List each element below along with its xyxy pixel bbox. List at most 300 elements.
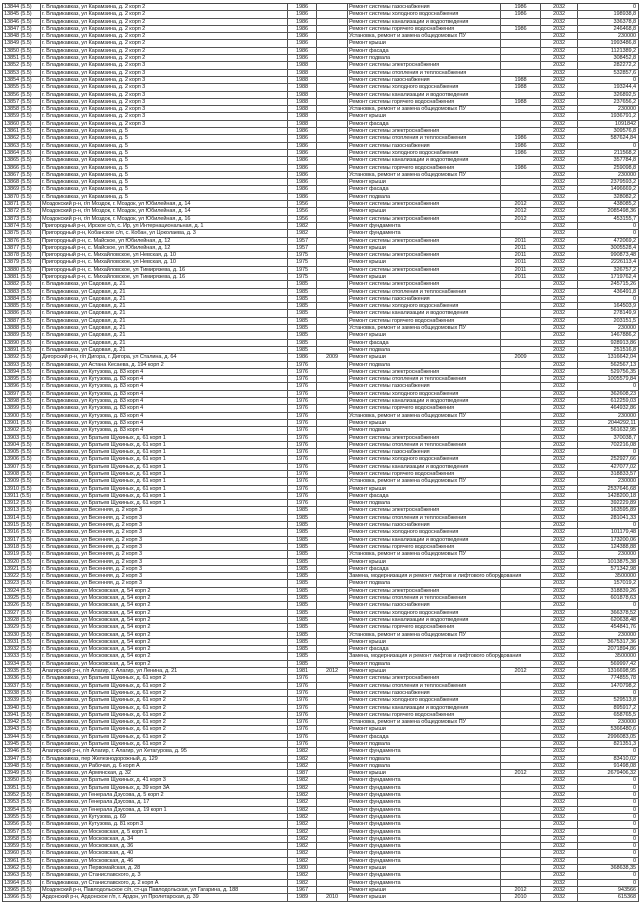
cell-planned-year: 2032 (541, 391, 578, 398)
cell-cost: 2537646,68 (578, 486, 639, 493)
cell-year-built: 1982 (288, 748, 317, 755)
cell-record-id: 13893 (5.5) (3, 362, 41, 369)
cell-year-repaired-before (317, 785, 348, 792)
cell-cost: 0 (578, 872, 639, 879)
cell-planned-year: 2032 (541, 500, 578, 507)
cell-address: г. Владикавказ, ул Садовая, д. 21 (41, 310, 288, 317)
cell-record-id: 13921 (5.5) (3, 566, 41, 573)
cell-record-id: 13863 (5.5) (3, 143, 41, 150)
cell-cost: 1467886,2 (578, 332, 639, 339)
cell-year-built: 1982 (288, 785, 317, 792)
cell-year-repaired-before (317, 296, 348, 303)
cell-year-repaired-before (317, 529, 348, 536)
cell-planned-year: 2032 (541, 281, 578, 288)
cell-year-repaired-before (317, 310, 348, 317)
cell-work-type: Ремонт фундамента (348, 785, 501, 792)
cell-record-id: 13932 (5.5) (3, 646, 41, 653)
cell-planned-year: 2032 (541, 310, 578, 317)
table-row (3, 369, 639, 376)
table-row (3, 325, 639, 332)
cell-record-id: 13909 (5.5) (3, 478, 41, 485)
cell-cost: 1005579,84 (578, 376, 639, 383)
cell-planned-year: 2032 (541, 507, 578, 514)
cell-year-built: 1985 (288, 566, 317, 573)
cell-planned-year: 2032 (541, 157, 578, 164)
cell-record-id: 13965 (5.5) (3, 887, 41, 894)
cell-record-id: 13908 (5.5) (3, 471, 41, 478)
cell-address: г. Владикавказ, ул Карамзина, д. 5 (41, 194, 288, 201)
table-row (3, 449, 639, 456)
cell-record-id: 13897 (5.5) (3, 391, 41, 398)
cell-year-repaired-before (317, 150, 348, 157)
cell-year-repaired-before (317, 464, 348, 471)
cell-record-id: 13948 (5.5) (3, 763, 41, 770)
cell-address: г. Владикавказ, ул Кутузова, д. 81 корп 3 (41, 821, 288, 828)
cell-planned-year: 2032 (541, 398, 578, 405)
table-row (3, 858, 639, 865)
cell-last-repair-year: 1986 (501, 11, 541, 18)
cell-last-repair-year (501, 70, 541, 77)
cell-cost: 5366480,6 (578, 726, 639, 733)
cell-year-repaired-before (317, 639, 348, 646)
cell-cost: 246468,8 (578, 26, 639, 33)
cell-cost: 1496669,2 (578, 186, 639, 193)
cell-planned-year: 2032 (541, 442, 578, 449)
cell-record-id: 13928 (5.5) (3, 617, 41, 624)
cell-year-built: 1986 (288, 40, 317, 47)
cell-record-id: 13871 (5.5) (3, 201, 41, 208)
cell-address: г. Владикавказ, ул Московская, д. 34 (41, 836, 288, 843)
cell-record-id: 13960 (5.5) (3, 850, 41, 857)
table-row (3, 362, 639, 369)
cell-last-repair-year (501, 40, 541, 47)
cell-planned-year: 2032 (541, 829, 578, 836)
cell-address: г. Владикавказ, ул Садовая, д. 21 (41, 318, 288, 325)
cell-planned-year: 2032 (541, 624, 578, 631)
cell-year-repaired-before (317, 303, 348, 310)
cell-record-id: 13957 (5.5) (3, 829, 41, 836)
cell-last-repair-year (501, 362, 541, 369)
table-row (3, 128, 639, 135)
cell-year-built: 1975 (288, 252, 317, 259)
cell-year-built: 1986 (288, 33, 317, 40)
cell-work-type: Ремонт крыши (348, 865, 501, 872)
table-row (3, 617, 639, 624)
cell-cost: 1993486,8 (578, 40, 639, 47)
cell-year-repaired-before (317, 230, 348, 237)
cell-last-repair-year (501, 376, 541, 383)
cell-work-type: Замена, модернизация и ремонт лифтов и лифтового оборудования (349, 573, 522, 580)
cell-record-id: 13941 (5.5) (3, 712, 41, 719)
cell-last-repair-year (501, 610, 541, 617)
cell-planned-year: 2032 (541, 238, 578, 245)
cell-last-repair-year (501, 529, 541, 536)
cell-year-repaired-before (317, 70, 348, 77)
cell-year-repaired-before (317, 544, 348, 551)
cell-year-built: 1976 (288, 675, 317, 682)
cell-last-repair-year (501, 500, 541, 507)
cell-year-repaired-before (317, 208, 348, 215)
cell-last-repair-year (501, 442, 541, 449)
cell-work-type: Ремонт системы горячего водоснабжения (348, 99, 501, 106)
cell-record-id: 13950 (5.5) (3, 777, 41, 784)
cell-year-repaired-before (317, 595, 348, 602)
cell-year-repaired-before (317, 515, 348, 522)
cell-record-id: 13915 (5.5) (3, 522, 41, 529)
cell-cost: 230000 (578, 33, 639, 40)
cell-planned-year: 2032 (541, 70, 578, 77)
cell-year-repaired-before (317, 632, 348, 639)
cell-planned-year: 2032 (541, 493, 578, 500)
cell-year-built: 1986 (288, 354, 317, 361)
cell-planned-year: 2032 (541, 777, 578, 784)
cell-last-repair-year (501, 880, 541, 887)
cell-year-built: 1986 (288, 128, 317, 135)
cell-year-repaired-before (317, 172, 348, 179)
cell-last-repair-year (501, 391, 541, 398)
cell-cost: 309576,8 (578, 128, 639, 135)
table-row (3, 544, 639, 551)
cell-record-id: 13879 (5.5) (3, 259, 41, 266)
cell-last-repair-year (501, 128, 541, 135)
cell-year-built: 1988 (288, 106, 317, 113)
cell-planned-year: 2032 (541, 573, 578, 580)
cell-year-built: 1976 (288, 383, 317, 390)
cell-last-repair-year: 2012 (501, 770, 541, 777)
cell-record-id: 13930 (5.5) (3, 632, 41, 639)
cell-last-repair-year (501, 179, 541, 186)
cell-cost: 532857,6 (578, 70, 639, 77)
cell-last-repair-year (501, 413, 541, 420)
cell-year-built: 1976 (288, 741, 317, 748)
cell-year-built: 1985 (288, 551, 317, 558)
cell-work-type: Ремонт системы газоснабжения (348, 602, 501, 609)
cell-year-repaired-before (317, 850, 348, 857)
cell-work-type: Ремонт системы холодного водоснабжения (348, 150, 501, 157)
cell-cost: 0 (578, 799, 639, 806)
cell-work-type: Ремонт крыши (348, 668, 501, 675)
cell-address: г. Владикавказ, ул Московская, д. 54 корп 2 (41, 588, 288, 595)
cell-year-repaired-before (317, 551, 348, 558)
cell-last-repair-year (501, 865, 541, 872)
cell-year-built: 1982 (288, 814, 317, 821)
cell-planned-year: 2032 (541, 726, 578, 733)
cell-year-built: 1982 (288, 799, 317, 806)
cell-cost: 368638,35 (578, 865, 639, 872)
cell-address: г. Владикавказ, ул Братьев Щукиных, д. 61 корп 2 (41, 690, 288, 697)
cell-year-built: 1975 (288, 259, 317, 266)
table-row (3, 354, 639, 361)
cell-address: г. Владикавказ, ул Карамзина, д. 2 корп 2 (41, 11, 288, 18)
cell-last-repair-year (501, 121, 541, 128)
table-row (3, 442, 639, 449)
table-row (3, 705, 639, 712)
cell-work-type: Ремонт системы электроснабжения (348, 588, 501, 595)
cell-record-id: 13887 (5.5) (3, 318, 41, 325)
table-row (3, 478, 639, 485)
cell-year-built: 1986 (288, 194, 317, 201)
cell-planned-year: 2032 (541, 383, 578, 390)
cell-work-type: Ремонт фундамента (348, 850, 501, 857)
cell-year-repaired-before (317, 157, 348, 164)
cell-last-repair-year: 1986 (501, 143, 541, 150)
cell-planned-year: 2032 (541, 537, 578, 544)
cell-planned-year: 2032 (541, 223, 578, 230)
cell-record-id: 13906 (5.5) (3, 456, 41, 463)
cell-year-built: 1976 (288, 427, 317, 434)
cell-year-repaired-before (317, 420, 348, 427)
cell-record-id: 13904 (5.5) (3, 442, 41, 449)
cell-year-built: 1988 (288, 70, 317, 77)
cell-address: г. Владикавказ, ул Весенняя, д. 2 корп 3 (41, 544, 288, 551)
cell-record-id: 13953 (5.5) (3, 799, 41, 806)
cell-year-repaired-before (317, 281, 348, 288)
cell-planned-year: 2032 (541, 748, 578, 755)
cell-record-id: 13940 (5.5) (3, 705, 41, 712)
cell-address: г. Владикавказ, ул Кутузова, д. 83 корп 4 (41, 376, 288, 383)
cell-last-repair-year (501, 573, 541, 580)
table-row (3, 522, 639, 529)
cell-year-built: 1976 (288, 435, 317, 442)
cell-year-built: 1982 (288, 777, 317, 784)
table-row (3, 340, 639, 347)
cell-last-repair-year (501, 303, 541, 310)
cell-address: Пригородный р-н, с. Михайловское, ул Невская, д. 10 (41, 259, 288, 266)
cell-cost: 157019,2 (578, 580, 639, 587)
cell-address: Моздокский р-н, г/п Моздок, г. Моздок, ул Юбилейная, д. 14 (41, 201, 288, 208)
table-row (3, 624, 639, 631)
cell-address: г. Владикавказ, ул Карамзина, д. 2 корп 3 (41, 70, 288, 77)
cell-planned-year: 2032 (541, 121, 578, 128)
cell-last-repair-year: 2011 (501, 274, 541, 281)
cell-record-id: 13961 (5.5) (3, 858, 41, 865)
cell-year-built: 1982 (288, 850, 317, 857)
cell-planned-year: 2032 (541, 880, 578, 887)
table-row (3, 653, 639, 660)
table-row (3, 259, 639, 266)
cell-address: г. Владикавказ, ул Весенняя, д. 2 корп 3 (41, 515, 288, 522)
table-row (3, 464, 639, 471)
cell-planned-year: 2032 (541, 354, 578, 361)
cell-year-built: 1985 (288, 507, 317, 514)
table-row (3, 281, 639, 288)
cell-last-repair-year (501, 661, 541, 668)
cell-work-type: Ремонт фасада (348, 121, 501, 128)
cell-last-repair-year (501, 580, 541, 587)
cell-work-type: Ремонт подвала (348, 756, 501, 763)
cell-year-repaired-before (317, 588, 348, 595)
cell-cost: 326892,5 (578, 92, 639, 99)
table-row (3, 230, 639, 237)
cell-year-built: 1985 (288, 624, 317, 631)
cell-cost: 702216,08 (578, 442, 639, 449)
table-row (3, 632, 639, 639)
cell-year-repaired-before (317, 121, 348, 128)
cell-year-repaired-before (317, 559, 348, 566)
cell-record-id: 13853 (5.5) (3, 70, 41, 77)
cell-work-type: Ремонт системы электроснабжения (348, 267, 501, 274)
cell-year-repaired-before: 2009 (317, 354, 348, 361)
cell-address: г. Владикавказ, ул Московская, д. 54 корп 2 (41, 646, 288, 653)
table-row (3, 785, 639, 792)
cell-cost: 326757,2 (578, 267, 639, 274)
cell-work-type: Установка, ремонт и замена общедомовых ПУ (348, 719, 501, 726)
cell-year-repaired-before (317, 697, 348, 704)
cell-address: г. Владикавказ, ул Братьев Щукиных, д. 39 корп 3А (41, 785, 288, 792)
cell-address: г. Владикавказ, ул Московская, д. 54 корп 2 (41, 632, 288, 639)
cell-work-type: Ремонт системы канализации и водоотведения (348, 92, 501, 99)
cell-planned-year: 2032 (541, 544, 578, 551)
cell-address: г. Владикавказ, ул Московская, д. 36 (41, 843, 288, 850)
cell-planned-year: 2032 (541, 661, 578, 668)
table-row (3, 121, 639, 128)
cell-planned-year: 2032 (541, 668, 578, 675)
cell-planned-year: 2032 (541, 318, 578, 325)
cell-cost: 124388,88 (578, 544, 639, 551)
cell-year-repaired-before (317, 245, 348, 252)
cell-year-repaired-before (317, 289, 348, 296)
cell-planned-year: 2032 (541, 770, 578, 777)
cell-address: Пригородный р-н, с. Михайловское, ул Тимирязева, д. 16 (41, 274, 288, 281)
cell-work-type: Замена, модернизация и ремонт лифтов и лифтового оборудования (349, 653, 522, 660)
cell-last-repair-year (501, 186, 541, 193)
cell-year-repaired-before (317, 756, 348, 763)
cell-year-repaired-before (317, 471, 348, 478)
cell-record-id: 13896 (5.5) (3, 383, 41, 390)
table-row (3, 559, 639, 566)
cell-last-repair-year (501, 19, 541, 26)
cell-year-repaired-before (317, 602, 348, 609)
cell-cost: 101179,48 (578, 529, 639, 536)
cell-planned-year: 2032 (541, 55, 578, 62)
cell-cost: 259098,8 (578, 165, 639, 172)
cell-cost: 0 (578, 4, 639, 11)
cell-last-repair-year (501, 559, 541, 566)
cell-cost: 601878,63 (578, 595, 639, 602)
cell-address: г. Владикавказ, ул Генерала Дзусова, д. 19 корп 1 (41, 807, 288, 814)
cell-year-repaired-before (317, 610, 348, 617)
cell-planned-year: 2032 (541, 646, 578, 653)
cell-year-built: 1985 (288, 310, 317, 317)
cell-record-id: 13938 (5.5) (3, 690, 41, 697)
cell-year-repaired-before (317, 829, 348, 836)
cell-record-id: 13951 (5.5) (3, 785, 41, 792)
cell-record-id: 13849 (5.5) (3, 40, 41, 47)
cell-work-type: Ремонт фундамента (348, 792, 501, 799)
cell-record-id: 13861 (5.5) (3, 128, 41, 135)
cell-planned-year: 2032 (541, 172, 578, 179)
cell-last-repair-year (501, 369, 541, 376)
cell-planned-year: 2032 (541, 427, 578, 434)
cell-last-repair-year: 1986 (501, 135, 541, 142)
cell-year-built: 1986 (288, 143, 317, 150)
cell-cost: 164503,9 (578, 303, 639, 310)
cell-address: г. Владикавказ, ул Кутузова, д. 83 корп 4 (41, 391, 288, 398)
cell-cost: 3005528,4 (578, 245, 639, 252)
cell-address: г. Владикавказ, ул Весенняя, д. 2 корп 3 (41, 507, 288, 514)
cell-record-id: 13955 (5.5) (3, 814, 41, 821)
cell-work-type: Ремонт крыши (348, 894, 501, 901)
cell-year-built: 1976 (288, 464, 317, 471)
cell-last-repair-year (501, 624, 541, 631)
cell-year-repaired-before: 2010 (317, 894, 348, 901)
table-row (3, 84, 639, 91)
cell-year-built: 1985 (288, 347, 317, 354)
cell-cost: 1121389,2 (578, 48, 639, 55)
cell-year-repaired-before (317, 880, 348, 887)
cell-cost: 571342,98 (578, 566, 639, 573)
cell-address: г. Владикавказ, ул Садовая, д. 21 (41, 325, 288, 332)
cell-work-type: Ремонт крыши (348, 259, 501, 266)
cell-cost: 2085498,36 (578, 208, 639, 215)
cell-year-repaired-before (317, 19, 348, 26)
cell-work-type: Ремонт фасада (348, 493, 501, 500)
cell-record-id: 13956 (5.5) (3, 821, 41, 828)
cell-address: г. Владикавказ, ул Армянская, д. 32 (41, 770, 288, 777)
cell-record-id: 13894 (5.5) (3, 369, 41, 376)
cell-work-type: Ремонт системы канализации и водоотведения (348, 617, 501, 624)
cell-work-type: Ремонт системы электроснабжения (348, 216, 501, 223)
cell-record-id: 13852 (5.5) (3, 62, 41, 69)
cell-cost: 282272,2 (578, 62, 639, 69)
cell-last-repair-year (501, 544, 541, 551)
cell-last-repair-year (501, 464, 541, 471)
cell-last-repair-year (501, 289, 541, 296)
cell-year-repaired-before (317, 719, 348, 726)
table-row (3, 303, 639, 310)
cell-record-id: 13862 (5.5) (3, 135, 41, 142)
table-row (3, 799, 639, 806)
cell-address: Дигорский р-н, г/п Дигора, г. Дигора, ул Сталина, д. 64 (41, 354, 288, 361)
cell-address: г. Владикавказ, ул Станиславского, д. 3 (41, 872, 288, 879)
cell-address: г. Владикавказ, ул Кутузова, д. 83 корп 4 (41, 398, 288, 405)
cell-cost: 91498,08 (578, 763, 639, 770)
cell-year-built: 1976 (288, 493, 317, 500)
cell-year-built: 1976 (288, 471, 317, 478)
cell-work-type: Ремонт крыши (348, 639, 501, 646)
cell-work-type: Ремонт системы холодного водоснабжения (348, 456, 501, 463)
cell-cost: 427077,02 (578, 464, 639, 471)
cell-planned-year: 2032 (541, 289, 578, 296)
cell-work-type: Ремонт системы газоснабжения (348, 383, 501, 390)
cell-work-type: Ремонт фасада (348, 734, 501, 741)
cell-record-id: 13944 (5.5) (3, 734, 41, 741)
cell-year-repaired-before (317, 194, 348, 201)
cell-last-repair-year (501, 230, 541, 237)
cell-record-id: 13877 (5.5) (3, 245, 41, 252)
cell-work-type: Ремонт системы канализации и водоотведения (348, 464, 501, 471)
cell-year-repaired-before (317, 478, 348, 485)
cell-year-repaired-before (317, 33, 348, 40)
cell-last-repair-year (501, 617, 541, 624)
cell-planned-year: 2032 (541, 128, 578, 135)
cell-cost: 464932,86 (578, 405, 639, 412)
cell-address: г. Владикавказ, ул Братьев Щукиных, д. 61 корп 1 (41, 486, 288, 493)
cell-year-built: 1985 (288, 632, 317, 639)
cell-work-type: Ремонт системы холодного водоснабжения (348, 610, 501, 617)
cell-last-repair-year (501, 486, 541, 493)
cell-year-repaired-before (317, 683, 348, 690)
cell-address: Ардонский р-н, Ардонское г/п, г. Ардон, ул Пролетарская, д. 39 (41, 894, 288, 901)
cell-year-built: 1976 (288, 719, 317, 726)
cell-address: г. Владикавказ, ул Московская, д. 54 корп 2 (41, 661, 288, 668)
table-row (3, 40, 639, 47)
cell-year-repaired-before (317, 734, 348, 741)
cell-cost: 193244,4 (578, 84, 639, 91)
cell-address: г. Владикавказ, ул Карамзина, д. 2 корп 3 (41, 77, 288, 84)
table-row (3, 814, 639, 821)
cell-record-id: 13913 (5.5) (3, 507, 41, 514)
